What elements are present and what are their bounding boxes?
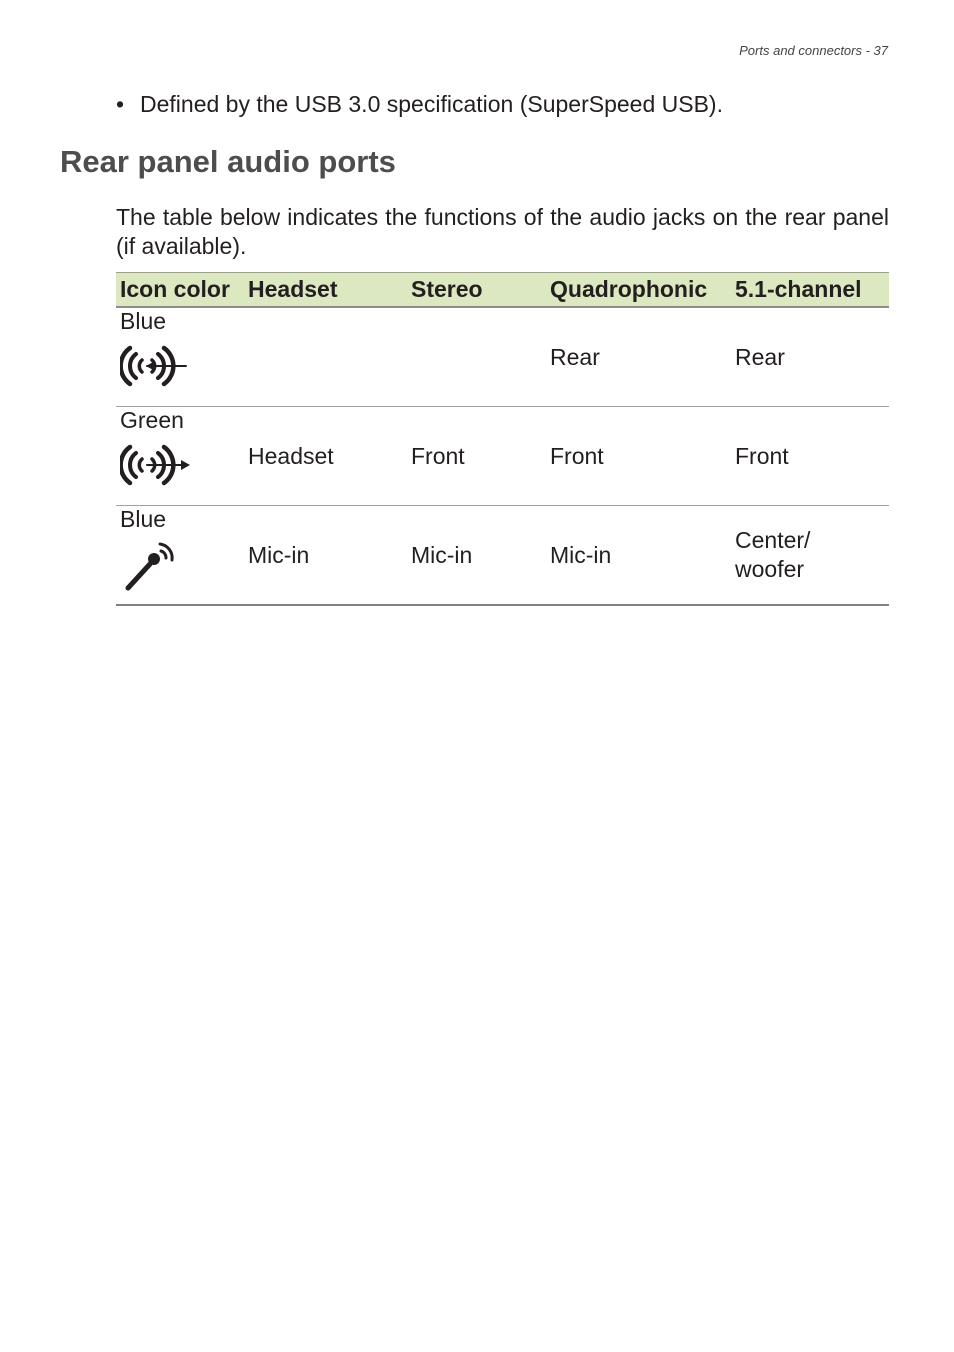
intro-paragraph: The table below indicates the functions of the audio jacks on the rear panel (if available). [116, 204, 889, 259]
column-header-headset: Headset [244, 273, 407, 308]
column-header-5-1-channel: 5.1-channel [731, 273, 889, 308]
channel-5-1-line-2: woofer [735, 556, 805, 582]
column-header-stereo: Stereo [407, 273, 546, 308]
audio-ports-table [116, 272, 889, 606]
microphone-jack-icon [120, 538, 182, 594]
channel-5-1-cell: Front [731, 407, 889, 506]
headset-cell: Headset [244, 407, 407, 506]
icon-color-label: Green [120, 407, 184, 433]
icon-color-label: Blue [120, 308, 167, 334]
icon-color-cell [116, 307, 244, 407]
bullet-item [116, 89, 723, 119]
stereo-cell [407, 307, 546, 407]
stereo-cell: Mic-in [407, 506, 546, 606]
channel-5-1-cell [731, 506, 889, 606]
headset-cell [244, 307, 407, 407]
table-row [116, 506, 889, 606]
bullet-symbol: • [116, 91, 125, 117]
icon-color-cell [116, 407, 244, 506]
table-row [116, 407, 889, 506]
column-header-icon-color: Icon color [116, 273, 244, 308]
column-header-quadrophonic: Quadrophonic [546, 273, 731, 308]
bullet-text: Defined by the USB 3.0 specification (SuperSpeed USB). [140, 91, 723, 117]
section-title: Rear panel audio ports [60, 144, 396, 179]
icon-color-cell [116, 506, 244, 606]
headset-cell: Mic-in [244, 506, 407, 606]
quadrophonic-cell: Front [546, 407, 731, 506]
table-header-row [116, 273, 889, 308]
quadrophonic-cell: Rear [546, 307, 731, 407]
channel-5-1-line-1: Center/ [735, 527, 811, 553]
table-row [116, 307, 889, 407]
running-header: Ports and connectors - 37 [739, 43, 888, 58]
channel-5-1-cell: Rear [731, 307, 889, 407]
stereo-cell: Front [407, 407, 546, 506]
icon-color-label: Blue [120, 506, 167, 532]
line-in-jack-icon [120, 340, 190, 390]
quadrophonic-cell: Mic-in [546, 506, 731, 606]
line-out-jack-icon [120, 439, 192, 489]
